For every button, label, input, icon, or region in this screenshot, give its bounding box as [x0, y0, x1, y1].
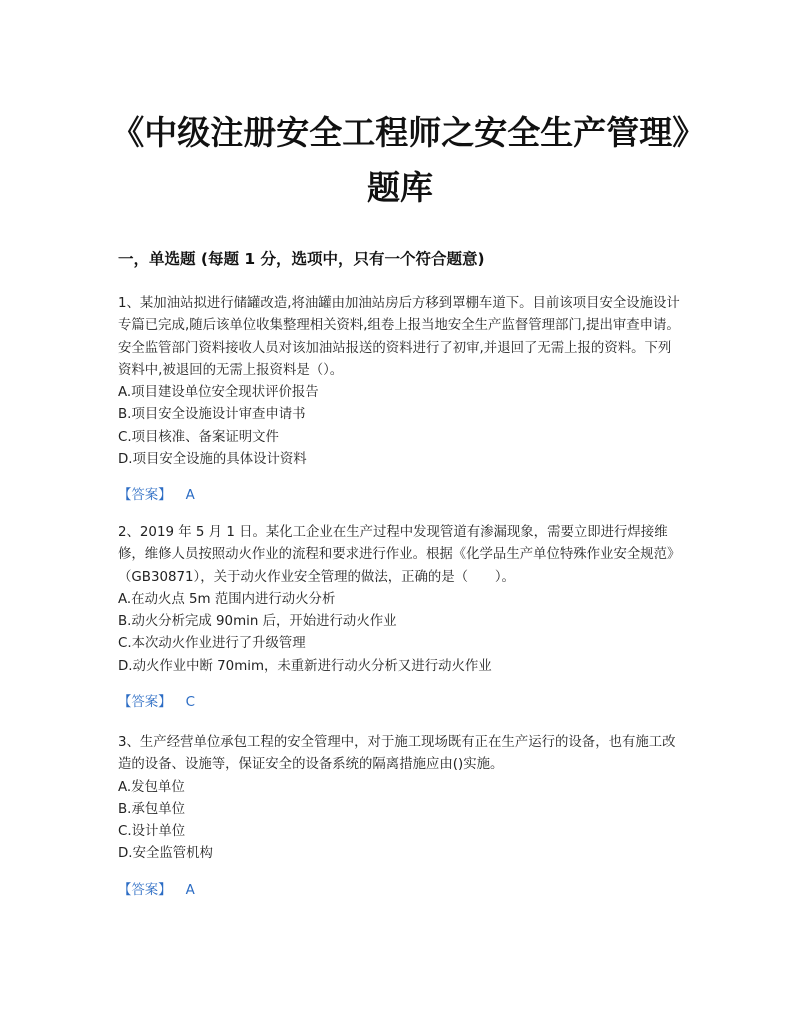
option-list	[118, 589, 683, 678]
option-a: A.发包单位	[118, 779, 185, 795]
option-d: D.项目安全设施的具体设计资料	[118, 452, 307, 468]
option-a: A.项目建设单位安全现状评价报告	[118, 385, 319, 401]
answer-value: C	[185, 695, 195, 711]
option-b: B.动火分析完成 90min 后，开始进行动火作业	[118, 614, 397, 630]
section-heading: 一，单选题 (每题 1 分，选项中，只有一个符合题意)	[118, 250, 485, 268]
option-list	[118, 777, 683, 866]
answer-line	[118, 485, 683, 507]
option-b: B.项目安全设施设计审查申请书	[118, 407, 306, 423]
option-d: D.动火作业中断 70mim，未重新进行动火分析又进行动火作业	[118, 658, 492, 674]
option-a: A.在动火点 5m 范围内进行动火分析	[118, 591, 336, 607]
option-c: C.项目核准、备案证明文件	[118, 429, 279, 445]
option-c: C.本次动火作业进行了升级管理	[118, 636, 306, 652]
question-2	[118, 522, 683, 714]
answer-label: 【答案】	[118, 488, 172, 504]
answer-label: 【答案】	[118, 882, 172, 898]
document-title: 《中级注册安全工程师之安全生产管理》题库	[111, 113, 689, 207]
option-b: B.承包单位	[118, 801, 186, 817]
question-stem: 3、生产经营单位承包工程的安全管理中，对于施工现场既有正在生产运行的设备，也有施工改造的设备、设施等，保证安全的设备系统的隔离措施应由()实施。	[118, 735, 676, 773]
question-stem: 2、2019 年 5 月 1 日。某化工企业在生产过程中发现管道有渗漏现象，需要立即进行焊接维修，维修人员按照动火作业的流程和要求进行作业。根据《化学品生产单位特殊作业安全规范》（GB30871），关于动火作业安全管理的做法，正确的是（ ）。	[118, 525, 681, 585]
answer-value: A	[185, 882, 195, 898]
answer-line	[118, 880, 683, 902]
option-list	[118, 382, 683, 471]
option-d: D.安全监管机构	[118, 846, 213, 862]
question-1	[118, 293, 683, 507]
answer-line	[118, 692, 683, 714]
question-stem: 1、某加油站拟进行储罐改造,将油罐由加油站房后方移到罩棚车道下。目前该项目安全设施设计专篇已完成,随后该单位收集整理相关资料,组卷上报当地安全生产监督管理部门,提出审查申请。安全监管部门资料接收人员对该加油站报送的资料进行了初审,并退回了无需上报的资料。下列资料中,被退回的无需上报资料是（）。	[118, 296, 680, 378]
question-3	[118, 732, 683, 902]
answer-value: A	[185, 488, 195, 504]
answer-label: 【答案】	[118, 695, 172, 711]
option-c: C.设计单位	[118, 824, 186, 840]
